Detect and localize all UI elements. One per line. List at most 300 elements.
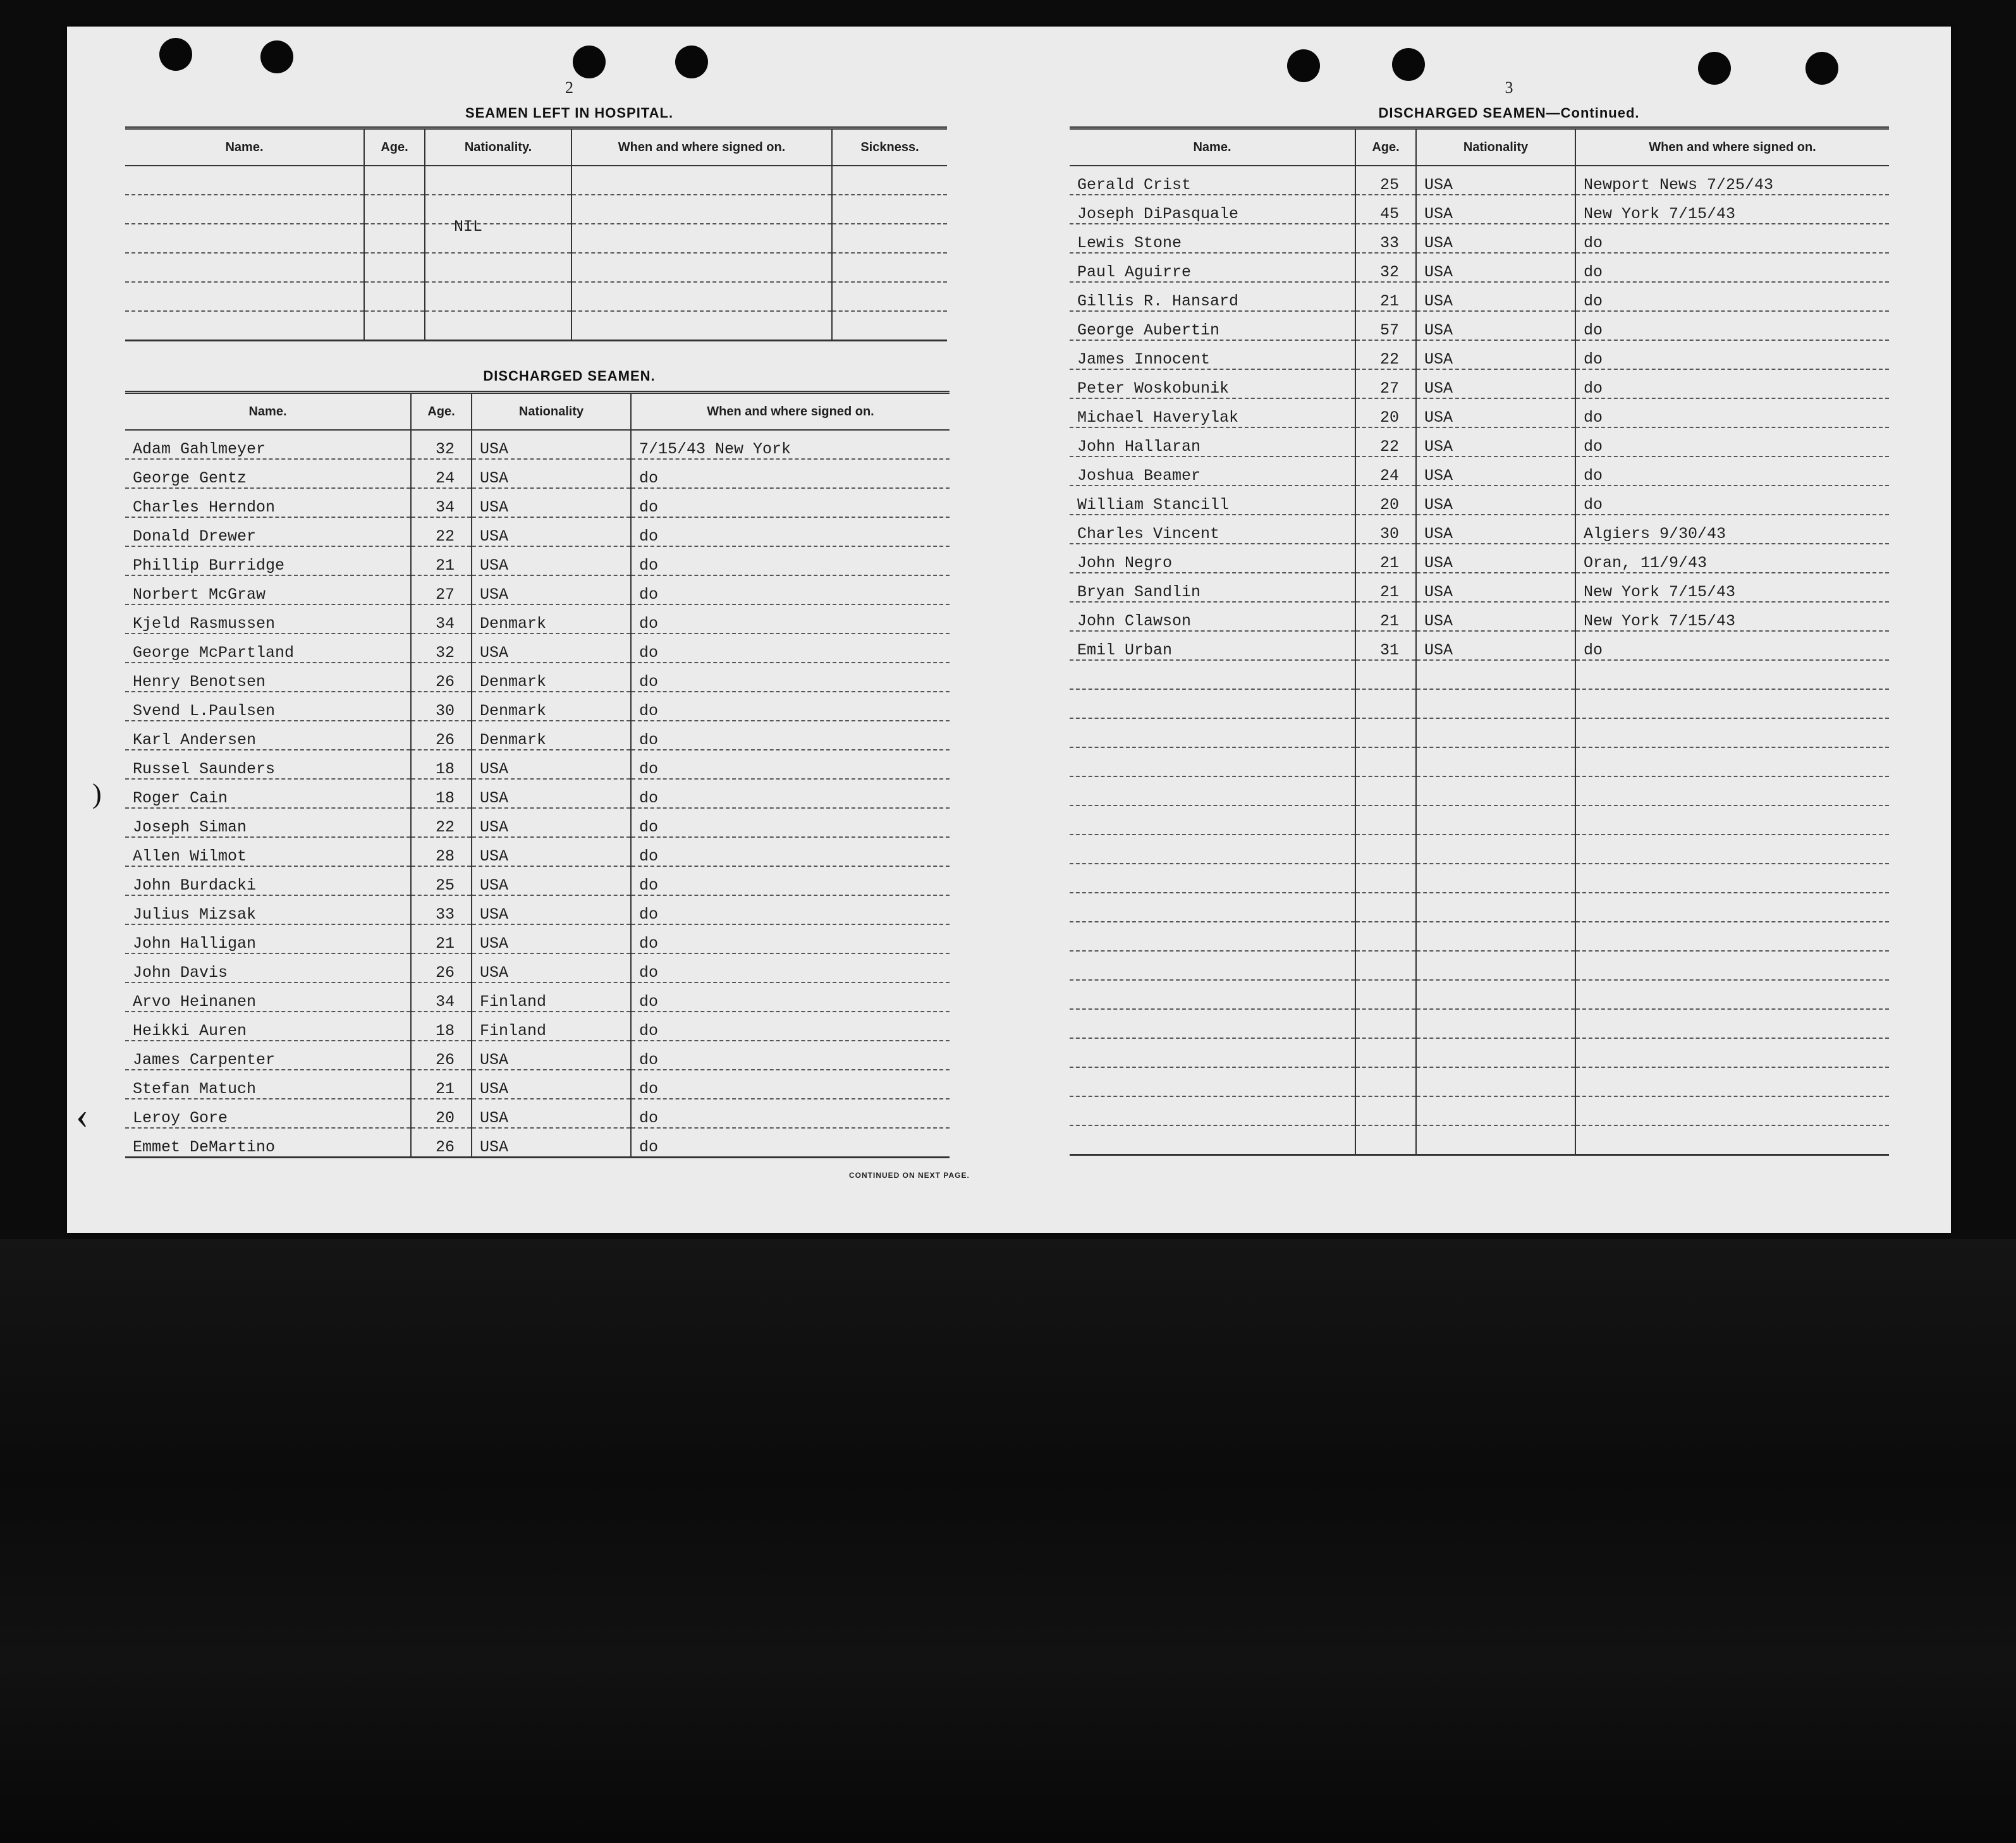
cell-name: Roger Cain bbox=[125, 779, 411, 808]
cell-name: James Carpenter bbox=[125, 1041, 411, 1070]
table-row bbox=[1070, 951, 1889, 980]
cell-signed-on: do bbox=[1575, 224, 1889, 253]
cell-name: Julius Mizsak bbox=[125, 895, 411, 924]
cell-age: 26 bbox=[411, 721, 472, 750]
cell-age: 18 bbox=[411, 1012, 472, 1041]
cell-nationality: Denmark bbox=[472, 692, 631, 721]
cell-name: Joseph Siman bbox=[125, 808, 411, 837]
cell-age: 26 bbox=[411, 1041, 472, 1070]
cell-signed-on: do bbox=[1575, 398, 1889, 427]
cell-signed-on: do bbox=[631, 546, 950, 575]
table-row bbox=[1070, 835, 1889, 864]
table-row bbox=[1070, 689, 1889, 718]
col-signed-on: When and where signed on. bbox=[571, 128, 832, 166]
table-row bbox=[125, 546, 950, 575]
cell-nationality: USA bbox=[1416, 195, 1575, 224]
cell-age: 57 bbox=[1355, 311, 1416, 340]
table-row bbox=[125, 604, 950, 634]
cell-name: Peter Woskobunik bbox=[1070, 369, 1355, 398]
cell-signed-on bbox=[1575, 718, 1889, 747]
cell-age: 20 bbox=[1355, 398, 1416, 427]
cell-age: 21 bbox=[1355, 573, 1416, 602]
cell-age: 21 bbox=[411, 546, 472, 575]
cell-name: George Aubertin bbox=[1070, 311, 1355, 340]
cell-nationality: USA bbox=[1416, 282, 1575, 311]
table-row bbox=[125, 895, 950, 924]
table-row bbox=[125, 837, 950, 866]
cell-signed-on bbox=[1575, 1125, 1889, 1155]
cell-name: Gillis R. Hansard bbox=[1070, 282, 1355, 311]
table-row bbox=[1070, 486, 1889, 515]
cell-nationality: Finland bbox=[472, 983, 631, 1012]
cell-nationality bbox=[1416, 864, 1575, 893]
cell-nationality: USA bbox=[472, 779, 631, 808]
discharged-continued-heading: DISCHARGED SEAMEN—Continued. bbox=[1378, 105, 1640, 121]
cell-age bbox=[1355, 1038, 1416, 1067]
table-row bbox=[1070, 573, 1889, 602]
cell-age: 18 bbox=[411, 750, 472, 779]
cell-age: 22 bbox=[411, 808, 472, 837]
table-row bbox=[1070, 805, 1889, 835]
cell-name: Kjeld Rasmussen bbox=[125, 604, 411, 634]
cell-signed-on: do bbox=[631, 575, 950, 604]
cell-age bbox=[1355, 805, 1416, 835]
cell-signed-on: do bbox=[1575, 282, 1889, 311]
cell-signed-on: Algiers 9/30/43 bbox=[1575, 515, 1889, 544]
cell-age bbox=[1355, 776, 1416, 805]
table-row bbox=[125, 459, 950, 488]
cell-signed-on: do bbox=[1575, 486, 1889, 515]
table-row bbox=[125, 517, 950, 546]
cell-age bbox=[1355, 1067, 1416, 1096]
cell-nationality: USA bbox=[472, 488, 631, 517]
page-number: 2 bbox=[565, 78, 573, 97]
cell-name: Arvo Heinanen bbox=[125, 983, 411, 1012]
col-name: Name. bbox=[125, 128, 364, 166]
cell-nationality: USA bbox=[472, 953, 631, 983]
cell-nationality: USA bbox=[1416, 224, 1575, 253]
cell-nationality: USA bbox=[472, 517, 631, 546]
cell-nationality bbox=[1416, 1009, 1575, 1038]
cell-age: 24 bbox=[411, 459, 472, 488]
cell-name: William Stancill bbox=[1070, 486, 1355, 515]
table-row bbox=[1070, 922, 1889, 951]
cell-signed-on: do bbox=[631, 663, 950, 692]
cell-nationality: USA bbox=[472, 924, 631, 953]
cell-nationality: USA bbox=[472, 808, 631, 837]
cell-nationality: USA bbox=[1416, 456, 1575, 486]
cell-age: 34 bbox=[411, 604, 472, 634]
cell-nationality: USA bbox=[1416, 631, 1575, 660]
cell-nationality bbox=[1416, 980, 1575, 1009]
cell-age: 21 bbox=[1355, 544, 1416, 573]
cell-age bbox=[1355, 951, 1416, 980]
cell-name: Joseph DiPasquale bbox=[1070, 195, 1355, 224]
table-row bbox=[125, 866, 950, 895]
table-row bbox=[1070, 1125, 1889, 1155]
table-row bbox=[1070, 660, 1889, 689]
cell-signed-on: do bbox=[1575, 456, 1889, 486]
cell-age: 27 bbox=[411, 575, 472, 604]
cell-name: Norbert McGraw bbox=[125, 575, 411, 604]
cell-name bbox=[1070, 893, 1355, 922]
cell-age bbox=[1355, 689, 1416, 718]
cell-name bbox=[1070, 1067, 1355, 1096]
cell-signed-on: do bbox=[631, 517, 950, 546]
table-row bbox=[1070, 253, 1889, 282]
table-row bbox=[1070, 456, 1889, 486]
cell-nationality: Finland bbox=[472, 1012, 631, 1041]
cell-name: Paul Aguirre bbox=[1070, 253, 1355, 282]
cell-name: Svend L.Paulsen bbox=[125, 692, 411, 721]
cell-signed-on: do bbox=[1575, 631, 1889, 660]
cell-signed-on: do bbox=[631, 692, 950, 721]
cell-age bbox=[1355, 864, 1416, 893]
table-row bbox=[1070, 282, 1889, 311]
cell-age: 32 bbox=[1355, 253, 1416, 282]
cell-age: 22 bbox=[1355, 340, 1416, 369]
cell-nationality bbox=[1416, 893, 1575, 922]
cell-nationality: USA bbox=[472, 1041, 631, 1070]
cell-name bbox=[1070, 805, 1355, 835]
cell-signed-on: do bbox=[631, 895, 950, 924]
cell-age: 21 bbox=[1355, 602, 1416, 631]
cell-nationality: USA bbox=[472, 837, 631, 866]
margin-bracket-mark: ‹ bbox=[76, 1094, 89, 1136]
cell-nationality: USA bbox=[1416, 602, 1575, 631]
cell-age: 34 bbox=[411, 488, 472, 517]
cell-name bbox=[1070, 864, 1355, 893]
cell-age: 25 bbox=[1355, 166, 1416, 195]
cell-name bbox=[1070, 1096, 1355, 1125]
cell-age bbox=[1355, 1125, 1416, 1155]
cell-age bbox=[1355, 980, 1416, 1009]
table-row bbox=[1070, 1038, 1889, 1067]
cell-nationality: USA bbox=[472, 1070, 631, 1099]
cell-signed-on: Newport News 7/25/43 bbox=[1575, 166, 1889, 195]
cell-name: Phillip Burridge bbox=[125, 546, 411, 575]
cell-signed-on bbox=[1575, 893, 1889, 922]
cell-age: 21 bbox=[411, 1070, 472, 1099]
table-row bbox=[125, 692, 950, 721]
cell-nationality bbox=[1416, 805, 1575, 835]
table-row bbox=[125, 924, 950, 953]
cell-signed-on: do bbox=[631, 983, 950, 1012]
table-row bbox=[125, 983, 950, 1012]
table-row bbox=[125, 488, 950, 517]
cell-name: Joshua Beamer bbox=[1070, 456, 1355, 486]
cell-signed-on: do bbox=[631, 604, 950, 634]
cell-signed-on bbox=[1575, 689, 1889, 718]
cell-nationality: Denmark bbox=[472, 604, 631, 634]
cell-nationality: Denmark bbox=[472, 721, 631, 750]
cell-signed-on: New York 7/15/43 bbox=[1575, 195, 1889, 224]
cell-name bbox=[1070, 660, 1355, 689]
cell-age: 26 bbox=[411, 953, 472, 983]
table-row bbox=[1070, 1009, 1889, 1038]
cell-age bbox=[1355, 893, 1416, 922]
cell-signed-on bbox=[1575, 1009, 1889, 1038]
cell-signed-on: do bbox=[631, 1099, 950, 1128]
cell-name bbox=[1070, 1009, 1355, 1038]
cell-age: 32 bbox=[411, 634, 472, 663]
table-row bbox=[1070, 224, 1889, 253]
cell-nationality: USA bbox=[1416, 515, 1575, 544]
cell-nationality bbox=[1416, 747, 1575, 776]
col-nationality: Nationality bbox=[1416, 128, 1575, 166]
cell-age: 24 bbox=[1355, 456, 1416, 486]
cell-name: Bryan Sandlin bbox=[1070, 573, 1355, 602]
cell-name bbox=[1070, 951, 1355, 980]
cell-nationality: USA bbox=[472, 866, 631, 895]
col-name: Name. bbox=[1070, 128, 1355, 166]
cell-name: John Hallaran bbox=[1070, 427, 1355, 456]
cell-name: George McPartland bbox=[125, 634, 411, 663]
continued-footer: CONTINUED ON NEXT PAGE. bbox=[849, 1171, 970, 1180]
cell-signed-on: do bbox=[631, 953, 950, 983]
cell-signed-on: do bbox=[631, 634, 950, 663]
page-number: 3 bbox=[1505, 78, 1513, 97]
table-row bbox=[125, 1041, 950, 1070]
cell-nationality: USA bbox=[472, 634, 631, 663]
cell-age: 26 bbox=[411, 663, 472, 692]
col-nationality: Nationality. bbox=[425, 128, 571, 166]
cell-age bbox=[1355, 835, 1416, 864]
cell-age: 18 bbox=[411, 779, 472, 808]
cell-name bbox=[1070, 718, 1355, 747]
cell-nationality bbox=[1416, 1067, 1575, 1096]
table-row bbox=[125, 430, 950, 459]
cell-signed-on: do bbox=[1575, 427, 1889, 456]
cell-age bbox=[1355, 718, 1416, 747]
cell-nationality: USA bbox=[1416, 253, 1575, 282]
cell-nationality bbox=[1416, 1096, 1575, 1125]
table-row bbox=[1070, 427, 1889, 456]
col-name: Name. bbox=[125, 393, 411, 431]
cell-name: Michael Haverylak bbox=[1070, 398, 1355, 427]
cell-age: 45 bbox=[1355, 195, 1416, 224]
cell-age: 22 bbox=[1355, 427, 1416, 456]
right-page bbox=[1070, 27, 1948, 1233]
table-row bbox=[1070, 398, 1889, 427]
table-row bbox=[125, 721, 950, 750]
cell-signed-on bbox=[1575, 864, 1889, 893]
table-row bbox=[125, 1070, 950, 1099]
table-row bbox=[1070, 864, 1889, 893]
cell-name: Charles Vincent bbox=[1070, 515, 1355, 544]
cell-nationality: USA bbox=[472, 895, 631, 924]
cell-signed-on bbox=[1575, 980, 1889, 1009]
cell-nationality bbox=[1416, 951, 1575, 980]
table-row bbox=[125, 1099, 950, 1128]
hospital-heading: SEAMEN LEFT IN HOSPITAL. bbox=[465, 105, 674, 121]
cell-age: 21 bbox=[411, 924, 472, 953]
discharged-continued-table bbox=[1070, 126, 1889, 1156]
col-sickness: Sickness. bbox=[832, 128, 947, 166]
cell-age bbox=[1355, 660, 1416, 689]
cell-name: John Halligan bbox=[125, 924, 411, 953]
cell-age: 26 bbox=[411, 1128, 472, 1158]
cell-nationality: USA bbox=[472, 430, 631, 459]
cell-name bbox=[1070, 776, 1355, 805]
cell-nationality: USA bbox=[472, 575, 631, 604]
cell-signed-on: do bbox=[1575, 311, 1889, 340]
cell-signed-on: New York 7/15/43 bbox=[1575, 602, 1889, 631]
cell-nationality: USA bbox=[1416, 573, 1575, 602]
cell-name: John Clawson bbox=[1070, 602, 1355, 631]
cell-name bbox=[1070, 835, 1355, 864]
discharged-table bbox=[125, 391, 950, 1158]
cell-signed-on bbox=[1575, 835, 1889, 864]
cell-nationality: USA bbox=[1416, 369, 1575, 398]
cell-age bbox=[1355, 922, 1416, 951]
cell-signed-on bbox=[1575, 951, 1889, 980]
table-row bbox=[1070, 718, 1889, 747]
cell-age bbox=[1355, 1009, 1416, 1038]
cell-signed-on: do bbox=[1575, 369, 1889, 398]
table-row bbox=[1070, 1096, 1889, 1125]
cell-name bbox=[1070, 1038, 1355, 1067]
cell-age: 21 bbox=[1355, 282, 1416, 311]
cell-nationality bbox=[1416, 689, 1575, 718]
cell-signed-on: do bbox=[1575, 340, 1889, 369]
discharged-rows bbox=[125, 430, 950, 1158]
cell-signed-on bbox=[1575, 747, 1889, 776]
discharged-heading: DISCHARGED SEAMEN. bbox=[483, 368, 656, 384]
cell-signed-on: do bbox=[631, 1012, 950, 1041]
table-row bbox=[1070, 602, 1889, 631]
table-row bbox=[1070, 776, 1889, 805]
cell-age: 25 bbox=[411, 866, 472, 895]
cell-name: Henry Benotsen bbox=[125, 663, 411, 692]
cell-age: 27 bbox=[1355, 369, 1416, 398]
cell-signed-on: do bbox=[631, 459, 950, 488]
cell-nationality bbox=[1416, 718, 1575, 747]
table-row bbox=[1070, 340, 1889, 369]
cell-signed-on bbox=[1575, 1067, 1889, 1096]
table-row bbox=[1070, 980, 1889, 1009]
cell-signed-on: do bbox=[631, 924, 950, 953]
document-sheet bbox=[67, 27, 1951, 1233]
cell-signed-on bbox=[1575, 1038, 1889, 1067]
col-age: Age. bbox=[364, 128, 425, 166]
cell-name: Stefan Matuch bbox=[125, 1070, 411, 1099]
cell-nationality: USA bbox=[1416, 544, 1575, 573]
cell-nationality bbox=[1416, 1125, 1575, 1155]
cell-nationality: USA bbox=[1416, 398, 1575, 427]
cell-name bbox=[1070, 922, 1355, 951]
cell-signed-on bbox=[1575, 776, 1889, 805]
table-row bbox=[1070, 893, 1889, 922]
cell-signed-on: do bbox=[631, 779, 950, 808]
cell-nationality bbox=[1416, 1038, 1575, 1067]
cell-nationality: USA bbox=[1416, 486, 1575, 515]
cell-signed-on: 7/15/43 New York bbox=[631, 430, 950, 459]
cell-name: Donald Drewer bbox=[125, 517, 411, 546]
col-age: Age. bbox=[411, 393, 472, 431]
margin-bracket-mark: ) bbox=[92, 778, 102, 809]
cell-name: John Davis bbox=[125, 953, 411, 983]
cell-name bbox=[1070, 689, 1355, 718]
table-row bbox=[1070, 1067, 1889, 1096]
col-nationality: Nationality bbox=[472, 393, 631, 431]
cell-signed-on: do bbox=[631, 1128, 950, 1158]
cell-age: 32 bbox=[411, 430, 472, 459]
cell-signed-on: Oran, 11/9/43 bbox=[1575, 544, 1889, 573]
cell-age: 33 bbox=[411, 895, 472, 924]
cell-name: Karl Andersen bbox=[125, 721, 411, 750]
cell-age: 20 bbox=[1355, 486, 1416, 515]
cell-name: Heikki Auren bbox=[125, 1012, 411, 1041]
cell-name: James Innocent bbox=[1070, 340, 1355, 369]
cell-nationality: USA bbox=[472, 750, 631, 779]
cell-nationality bbox=[1416, 660, 1575, 689]
cell-name: George Gentz bbox=[125, 459, 411, 488]
cell-nationality bbox=[1416, 922, 1575, 951]
cell-signed-on bbox=[1575, 922, 1889, 951]
hospital-nil-entry: NIL bbox=[454, 217, 483, 236]
cell-age: 34 bbox=[411, 983, 472, 1012]
cell-age bbox=[1355, 1096, 1416, 1125]
table-row bbox=[125, 808, 950, 837]
cell-name: Charles Herndon bbox=[125, 488, 411, 517]
table-row bbox=[125, 750, 950, 779]
table-row bbox=[1070, 311, 1889, 340]
col-signed-on: When and where signed on. bbox=[631, 393, 950, 431]
table-row bbox=[125, 953, 950, 983]
cell-name bbox=[1070, 747, 1355, 776]
table-row bbox=[1070, 369, 1889, 398]
cell-nationality: USA bbox=[472, 1128, 631, 1158]
table-row bbox=[125, 1128, 950, 1158]
table-row bbox=[1070, 544, 1889, 573]
table-row bbox=[1070, 166, 1889, 195]
table-row bbox=[1070, 195, 1889, 224]
scanner-background bbox=[0, 1239, 2016, 1843]
cell-age: 22 bbox=[411, 517, 472, 546]
cell-nationality bbox=[1416, 835, 1575, 864]
cell-signed-on bbox=[1575, 805, 1889, 835]
table-row bbox=[125, 663, 950, 692]
table-row bbox=[1070, 515, 1889, 544]
table-row bbox=[125, 779, 950, 808]
cell-signed-on: do bbox=[631, 1041, 950, 1070]
cell-name: Emmet DeMartino bbox=[125, 1128, 411, 1158]
cell-nationality: USA bbox=[1416, 311, 1575, 340]
cell-age: 33 bbox=[1355, 224, 1416, 253]
cell-name: Emil Urban bbox=[1070, 631, 1355, 660]
cell-nationality bbox=[1416, 776, 1575, 805]
cell-name bbox=[1070, 1125, 1355, 1155]
cell-nationality: Denmark bbox=[472, 663, 631, 692]
col-signed-on: When and where signed on. bbox=[1575, 128, 1889, 166]
cell-signed-on: do bbox=[631, 750, 950, 779]
cell-signed-on bbox=[1575, 660, 1889, 689]
cell-signed-on: do bbox=[631, 488, 950, 517]
table-row bbox=[1070, 631, 1889, 660]
cell-name: Lewis Stone bbox=[1070, 224, 1355, 253]
cell-name: John Negro bbox=[1070, 544, 1355, 573]
cell-signed-on bbox=[1575, 1096, 1889, 1125]
cell-nationality: USA bbox=[472, 1099, 631, 1128]
cell-name: Adam Gahlmeyer bbox=[125, 430, 411, 459]
cell-age: 31 bbox=[1355, 631, 1416, 660]
cell-signed-on: do bbox=[1575, 253, 1889, 282]
table-row bbox=[125, 575, 950, 604]
cell-name: Leroy Gore bbox=[125, 1099, 411, 1128]
cell-age bbox=[1355, 747, 1416, 776]
discharged-continued-rows bbox=[1070, 166, 1889, 1155]
